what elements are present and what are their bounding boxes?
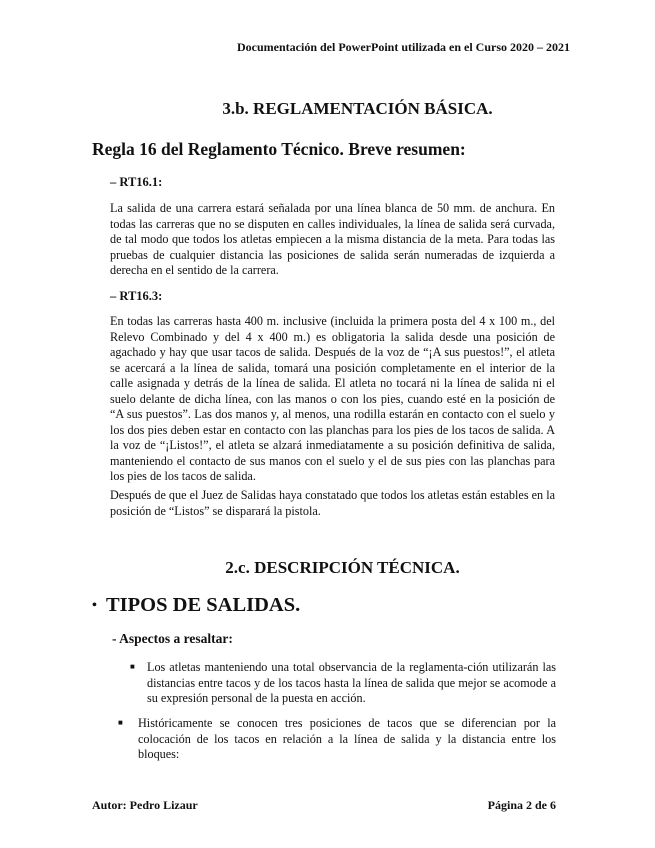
list-item-text: Los atletas manteniendo una total observancia de la reglamenta-ción utilizarán las distancias entre tacos y de los tacos hasta la línea de salida que mejor se acomode a su expresión personal de la puesta en acción.: [147, 660, 556, 705]
square-bullet-icon: ■: [118, 718, 123, 727]
rt163-paragraph: En todas las carreras hasta 400 m. inclusive (incluida la primera posta del 4 x 100 m., del Relevo Combinado y del 4 x 400 m.) es obligatoria la salida desde una posición de agachado y hay que usar tacos de salida. Después de la voz de “¡A sus puestos!”, el atleta se acercará a la línea de salida, tomará una posición completamente en el interior de la calle asignada y detrás de la línea de salida. El atleta no tocará ni la línea de salida ni el suelo delante de dicha línea, con las manos o con los pies, cuando esté en la posición de “A sus puestos”. Las dos manos y, al menos, una rodilla estarán en contacto con el suelo y los dos pies deben estar en contacto con las planchas para los pies de los tacos de salida. A la voz de “¡Listos!”, el atleta se alzará inmediatamente a su posición definitiva de salida, manteniendo el contacto de sus manos con el suelo y el de sus pies con las planchas para los pies de los tacos de salida.: [110, 314, 555, 483]
tipos-title: TIPOS DE SALIDAS.: [106, 594, 301, 616]
list-item: [130, 660, 556, 707]
square-bullet-icon: ■: [130, 662, 135, 671]
rt163-label: – RT16.3:: [110, 289, 163, 303]
rt161-label: – RT16.1:: [110, 175, 163, 189]
footer-page-number: Página 2 de 6: [487, 798, 556, 812]
page-header: Documentación del PowerPoint utilizada en el Curso 2020 – 2021: [237, 40, 570, 54]
bullet-icon: •: [92, 598, 97, 614]
regla-heading: Regla 16 del Reglamento Técnico. Breve resumen:: [92, 139, 466, 159]
section-title-descripcion: 2.c. DESCRIPCIÓN TÉCNICA.: [225, 558, 460, 577]
section-title-reglamentacion: 3.b. REGLAMENTACIÓN BÁSICA.: [222, 99, 493, 118]
list-item: [118, 716, 556, 763]
footer-author: Autor: Pedro Lizaur: [92, 798, 198, 812]
aspectos-label: - Aspectos a resaltar:: [112, 631, 233, 646]
rt161-paragraph: La salida de una carrera estará señalada por una línea blanca de 50 mm. de anchura. En todas las carreras que no se disputen en calles individuales, la línea de salida será curvada, de tal modo que todos los atletas empiecen a la misma distancia de la meta. Para todas las pruebas de cualquier distancia las posiciones de salida serán numeradas de izquierda a derecha en el sentido de la carrera.: [110, 201, 555, 277]
rt163-paragraph-2: Después de que el Juez de Salidas haya constatado que todos los atletas están estables en la posición de “Listos” se disparará la pistola.: [110, 488, 555, 518]
tipos-heading: [92, 594, 300, 617]
list-item-text: Históricamente se conocen tres posiciones de tacos que se diferencian por la colocación de los tacos en relación a la línea de salida y la distancia entre los bloques:: [138, 716, 556, 761]
